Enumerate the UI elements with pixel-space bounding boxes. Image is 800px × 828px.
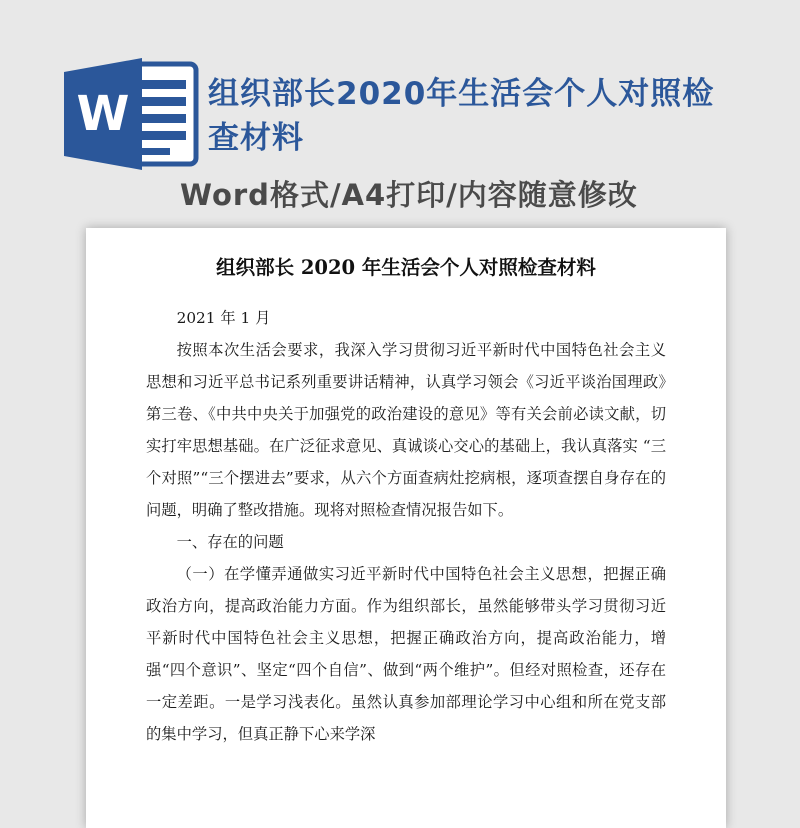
word-document-icon xyxy=(62,58,200,170)
word-icon-letter: W xyxy=(76,86,130,142)
banner-title: 组织部长2020年生活会个人对照检查材料 xyxy=(208,76,715,156)
document-paragraph-intro: 按照本次生活会要求，我深入学习贯彻习近平新时代中国特色社会主义思想和习近平总书记系列重要讲话精神，认真学习领会《习近平谈治国理政》第三卷、《中共中央关于加强党的政治建设的意见》等有关会前必读文献，切实打牢思想基础。在广泛征求意见、真诚谈心交心的基础上，我认真落实 “三个对照”“三个摆进去”要求，从六个方面查病灶挖病根，逐项查摆自身存在的问题，明确了整改措施。现将对照检查情况报告如下。 xyxy=(146,341,666,519)
document-title: 组织部长 2020 年生活会个人对照检查材料 xyxy=(216,256,596,279)
document-body xyxy=(146,302,666,750)
document-page xyxy=(86,228,726,828)
document-date: 2021 年 1 月 xyxy=(176,309,271,327)
banner-header xyxy=(0,0,800,230)
banner-subtitle: Word格式/A4打印/内容随意修改 xyxy=(180,178,638,212)
document-paragraph-issue-1: （一）在学懂弄通做实习近平新时代中国特色社会主义思想，把握正确政治方向，提高政治能力方面。作为组织部长，虽然能够带头学习贯彻习近平新时代中国特色社会主义思想，把握正确政治方向，提高政治能力，增强“四个意识”、坚定“四个自信”、做到“两个维护”。但经对照检查，还存在一定差距。一是学习浅表化。虽然认真参加部理论学习中心组和所在党支部的集中学习，但真正静下心来学深 xyxy=(146,565,666,743)
document-section-heading: 一、存在的问题 xyxy=(176,533,284,551)
